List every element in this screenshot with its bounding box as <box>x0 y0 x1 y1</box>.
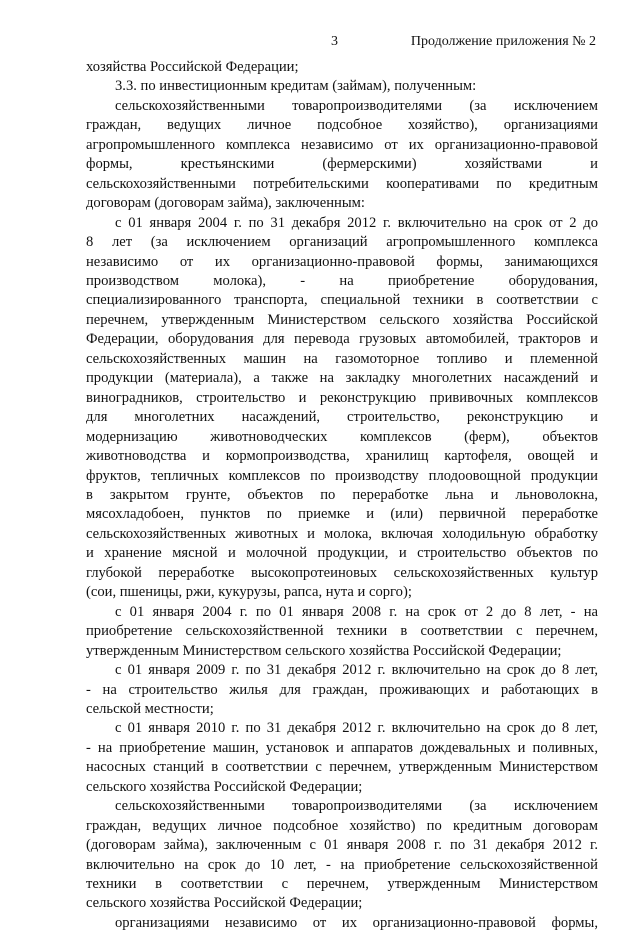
text-line: граждан, ведущих личное подсобное хозяйство), организациями <box>86 117 598 134</box>
text-line: сельского хозяйства Российской Федерации; <box>86 778 363 795</box>
text-line: - на строительство жилья для граждан, проживающих и работающих в <box>86 681 598 698</box>
text-line: сельскохозяйственными товаропроизводителями (за исключением <box>115 798 598 815</box>
text-line: включительно на срок до 10 лет, - на приобретение сельскохозяйственной <box>86 856 598 873</box>
text-line: 8 лет (за исключением организаций агропромышленного комплекса <box>86 234 598 251</box>
text-line: мясохладобоен, пунктов по приемке и (или) первичной переработке <box>86 506 598 523</box>
text-line: с 01 января 2009 г. по 31 декабря 2012 г. включительно на срок до 8 лет, <box>115 662 598 679</box>
text-line: с 01 января 2004 г. по 01 января 2008 г. на срок от 2 до 8 лет, - на <box>115 603 598 620</box>
text-line: перечнем, утвержденным Министерством сельского хозяйства Российской <box>86 311 598 328</box>
text-line: продукции (материала), а также на закладку многолетних насаждений и <box>86 370 598 387</box>
text-line: хозяйства Российской Федерации; <box>86 59 299 75</box>
text-line: виноградников, строительство и реконструкцию прививочных комплексов <box>86 389 598 406</box>
text-line: глубокой переработке высокопротеиновых сельскохозяйственных культур <box>86 564 598 581</box>
text-line: утвержденным Министерством сельского хозяйства Российской Федерации; <box>86 642 562 659</box>
text-line: в закрытом грунте, объектов по переработке льна и льноволокна, <box>86 486 598 503</box>
text-line: сельскохозяйственными товаропроизводителями (за исключением <box>115 97 598 114</box>
text-line: для многолетних насаждений, строительство, реконструкцию и <box>86 409 598 426</box>
text-line: сельского хозяйства Российской Федерации; <box>86 895 363 912</box>
text-line: - на приобретение машин, установок и аппаратов дождевальных и поливных, <box>86 739 598 756</box>
text-line: насосных станций в соответствии с перечнем, утвержденным Министерством <box>86 759 598 776</box>
text-line: модернизацию животноводческих комплексов (ферм), объектов <box>86 428 598 445</box>
text-line: и хранение мясной и молочной продукции, и строительство объектов по <box>86 545 598 562</box>
text-line: независимо от их организационно-правовой формы, занимающихся <box>86 253 598 270</box>
text-line: агропромышленного комплекса независимо от их организационно-правовой <box>86 136 598 153</box>
text-line: граждан, ведущих личное подсобное хозяйство) по кредитным договорам <box>86 817 598 834</box>
text-line: сельскохозяйственных машин на газомоторное топливо и племенной <box>86 350 598 367</box>
text-line: организациями независимо от их организационно-правовой формы, <box>115 914 598 931</box>
text-line: животноводства и кормопроизводства, хранилищ картофеля, овощей и <box>86 448 598 465</box>
text-line: специализированного транспорта, специальной техники в соответствии с <box>86 292 598 309</box>
text-line: 3.3. по инвестиционным кредитам (займам), полученным: <box>115 78 477 95</box>
text-line: с 01 января 2004 г. по 31 декабря 2012 г. включительно на срок от 2 до <box>115 214 598 231</box>
text-line: (договорам займа), заключенным с 01 января 2008 г. по 31 декабря 2012 г. <box>86 837 598 854</box>
text-line: техники в соответствии с перечнем, утвержденным Министерством <box>86 876 598 893</box>
text-line: договорам (договорам займа), заключенным: <box>86 195 365 212</box>
text-line: сельскохозяйственными потребительскими кооперативами по кредитным <box>86 175 598 192</box>
body-text <box>86 58 598 933</box>
appendix-note: Продолжение приложения № 2 <box>410 34 596 49</box>
text-line: сельскохозяйственных животных и молока, включая холодильную обработку <box>86 525 598 542</box>
text-line: (сои, пшеницы, ржи, кукурузы, рапса, нута и сорго); <box>86 584 412 601</box>
text-line: с 01 января 2010 г. по 31 декабря 2012 г. включительно на срок до 8 лет, <box>115 720 598 737</box>
text-line: формы, крестьянскими (фермерскими) хозяйствами и <box>86 156 598 173</box>
text-line: производством молока), - на приобретение оборудования, <box>86 272 598 289</box>
page-number: 3 <box>331 34 338 49</box>
text-line: сельской местности; <box>86 700 214 717</box>
text-line: приобретение сельскохозяйственной техники в соответствии с перечнем, <box>86 623 598 640</box>
page-header <box>0 34 640 54</box>
text-line: Федерации, оборудования для перевода грузовых автомобилей, тракторов и <box>86 331 598 348</box>
text-line: фруктов, тепличных комплексов по производству плодоовощной продукции <box>86 467 598 484</box>
